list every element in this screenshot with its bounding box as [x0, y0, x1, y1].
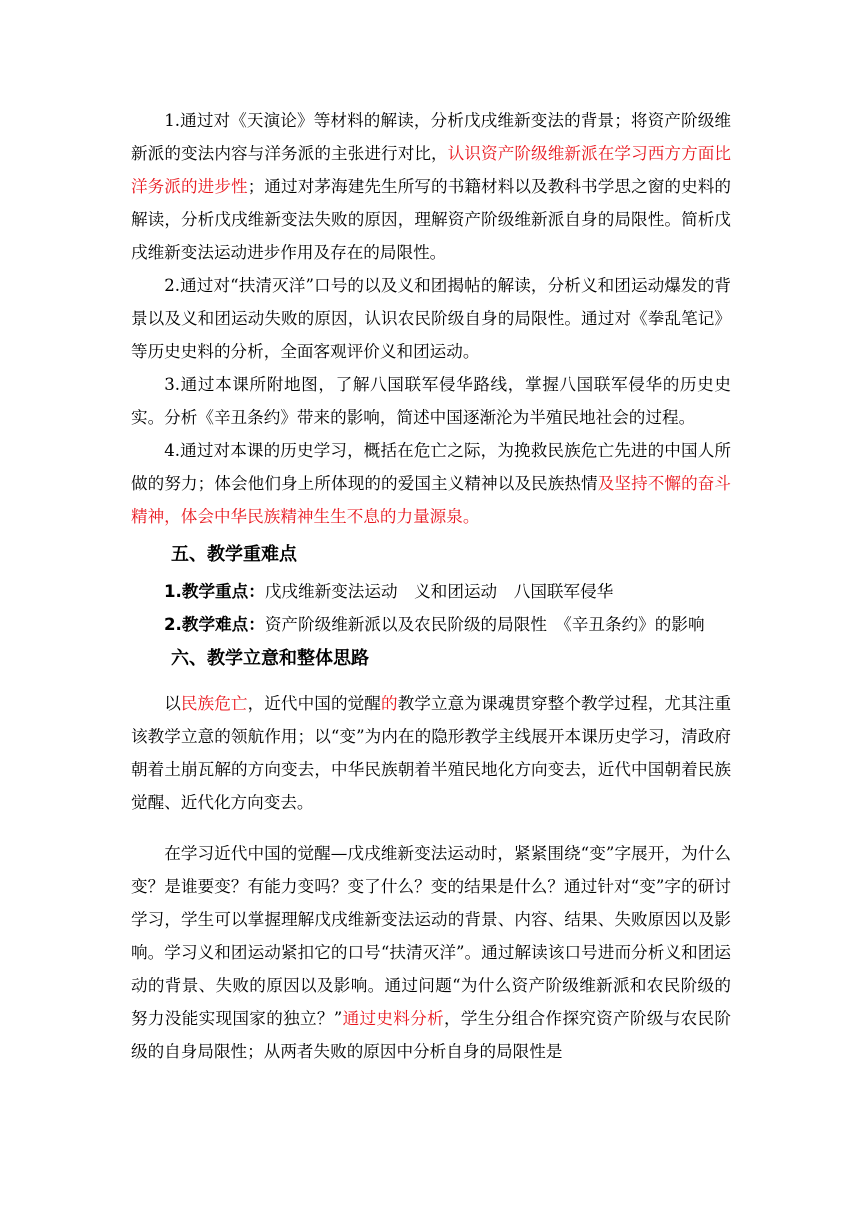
approach-1-text-a: 以 — [164, 694, 181, 713]
goal-2-text: 2.通过对“扶清灭洋”口号的以及义和团揭帖的解读，分析义和团运动爆发的背景以及义和团运动失败的原因，认识农民阶级自身的局限性。通过对《拳乱笔记》等历史史料的分析，全面客观评价义和团运动。 — [131, 276, 731, 361]
goal-1-highlight: 认识资产阶级维新派在学习西方方面比洋务派的进步性 — [131, 144, 732, 196]
approach-2-highlight: 通过史料分析 — [342, 1009, 445, 1028]
goal-4-text: 4.通过对本课的历史学习，概括在危亡之际，为挽救民族危亡先进的中国人所做的努力；体会他们身上所体现的的爱国主义精神以及民族热情 — [131, 441, 731, 493]
approach-1-text-c: 教学立意为课魂贯穿整个教学过程，尤其注重该教学立意的领航作用；以“变”为内在的隐形教学主线展开本课历史学习，清政府朝着土崩瓦解的方向变去，中华民族朝着半殖民地化方向变去，近代中国朝着民族觉醒、近代化方向变去。 — [131, 694, 732, 812]
goal-paragraph-3 — [131, 368, 731, 434]
key-point-text: 戊戌维新变法运动 义和团运动 八国联军侵华 — [264, 582, 614, 601]
goal-paragraph-4 — [131, 434, 731, 533]
goal-paragraph-1 — [131, 104, 731, 269]
approach-1-text-b: ，近代中国的觉醒 — [247, 694, 381, 713]
approach-2-text-b: ，学生分组合作探究资产阶级与农民阶级的自身局限性；从两者失败的原因中分析自身的局限性是 — [131, 1009, 732, 1061]
difficult-point-label: 2.教学难点： — [164, 615, 265, 634]
difficult-point-line — [131, 608, 731, 641]
approach-paragraph-1 — [131, 687, 731, 819]
goal-paragraph-2 — [131, 269, 731, 368]
approach-2-text-a: 在学习近代中国的觉醒—戊戌维新变法运动时，紧紧围绕“变”字展开，为什么变？是谁要变？有能力变吗？变了什么？变的结果是什么？通过针对“变”字的研讨学习，学生可以掌握理解戊戌维新变法运动的背景、内容、结果、失败原因以及影响。学习义和团运动紧扣它的口号“扶清灭洋”。通过解读该口号进而分析义和团运动的背景、失败的原因以及影响。通过问题“为什么资产阶级维新派和农民阶级的努力没能实现国家的独立？” — [131, 844, 731, 1028]
approach-1-highlight-b: 的 — [380, 694, 398, 713]
approach-paragraph-2 — [131, 837, 731, 1068]
document-body — [131, 104, 731, 1068]
approach-1-highlight-a: 民族危亡 — [180, 694, 248, 713]
difficult-point-text: 资产阶级维新派以及农民阶级的局限性 《辛丑条约》的影响 — [264, 615, 705, 634]
goal-1-text-a: 1.通过对《天演论》等材料的解读，分析戊戌维新变法的背景；将资产阶级维新派的变法内容与洋务派的主张进行对比， — [131, 111, 731, 163]
section-heading-6: 六、教学立意和整体思路 — [171, 648, 369, 669]
goal-1-text-b: ；通过对茅海建先生所写的书籍材料以及教科书学思之窗的史料的解读，分析戊戌维新变法失败的原因，理解资产阶级维新派自身的局限性。简析戊戌维新变法运动进步作用及存在的局限性。 — [131, 177, 732, 262]
goal-4-highlight: 及坚持不懈的奋斗精神，体会中华民族精神生生不息的力量源泉。 — [131, 474, 732, 526]
key-point-line — [131, 575, 731, 608]
section-heading-5: 五、教学重难点 — [171, 544, 297, 565]
goal-3-text: 3.通过本课所附地图，了解八国联军侵华路线，掌握八国联军侵华的历史史实。分析《辛丑条约》带来的影响，简述中国逐渐沦为半殖民地社会的过程。 — [131, 375, 731, 427]
key-point-label: 1.教学重点： — [164, 582, 265, 601]
